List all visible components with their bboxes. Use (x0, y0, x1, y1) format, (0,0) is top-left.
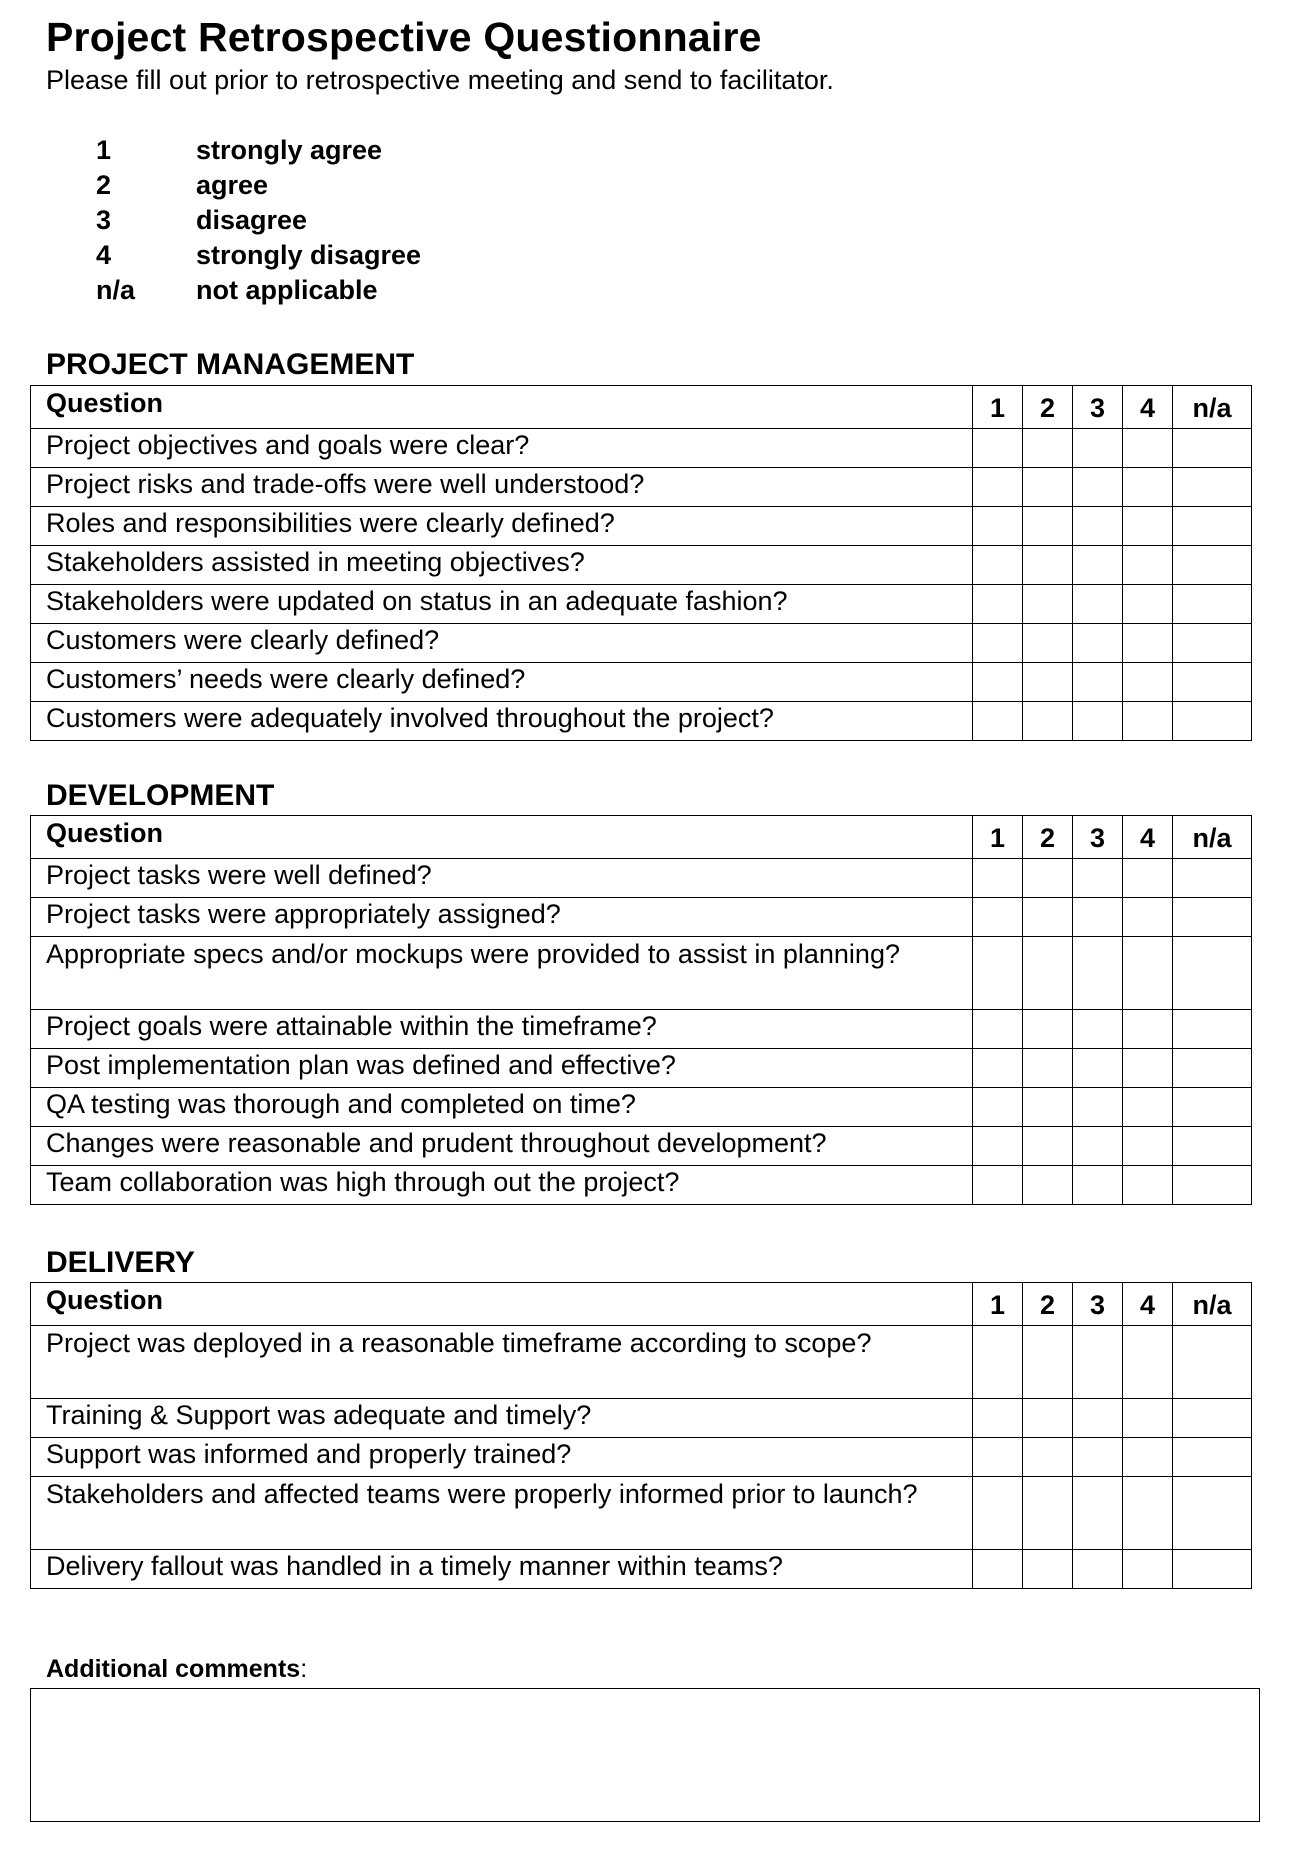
question-text: Stakeholders and affected teams were properly informed prior to launch? (31, 1477, 973, 1550)
question-text: Project tasks were well defined? (31, 859, 973, 898)
rating-cell-2[interactable] (1023, 1477, 1073, 1550)
rating-cell-na[interactable] (1173, 1550, 1252, 1589)
question-row (31, 546, 1252, 585)
legend-code: 1 (96, 135, 112, 165)
question-row (31, 702, 1252, 741)
rating-cell-4[interactable] (1123, 1088, 1173, 1127)
question-text: Customers were clearly defined? (31, 624, 973, 663)
rating-header-3: 3 (1073, 816, 1123, 859)
rating-cell-1[interactable] (973, 1477, 1023, 1550)
rating-cell-1[interactable] (973, 1399, 1023, 1438)
rating-cell-3[interactable] (1073, 937, 1123, 1010)
question-text: Appropriate specs and/or mockups were provided to assist in planning? (31, 937, 973, 1010)
question-row (31, 429, 1252, 468)
question-text: Project risks and trade-offs were well understood? (31, 468, 973, 507)
question-text: Stakeholders were updated on status in an adequate fashion? (31, 585, 973, 624)
rating-cell-1[interactable] (973, 468, 1023, 507)
rating-cell-3[interactable] (1073, 1477, 1123, 1550)
rating-cell-na[interactable] (1173, 1399, 1252, 1438)
legend-item (96, 273, 421, 308)
rating-cell-3[interactable] (1073, 1550, 1123, 1589)
rating-cell-3[interactable] (1073, 702, 1123, 741)
question-row (31, 507, 1252, 546)
rating-cell-4[interactable] (1123, 1166, 1173, 1205)
legend-label: disagree (196, 205, 308, 235)
rating-cell-1[interactable] (973, 1326, 1023, 1399)
question-row (31, 1438, 1252, 1477)
legend-item (96, 133, 421, 168)
rating-cell-3[interactable] (1073, 898, 1123, 937)
rating-cell-4[interactable] (1123, 1326, 1173, 1399)
rating-cell-2[interactable] (1023, 1550, 1073, 1589)
question-row (31, 1088, 1252, 1127)
question-text: QA testing was thorough and completed on time? (31, 1088, 973, 1127)
question-text: Support was informed and properly trained? (31, 1438, 973, 1477)
rating-cell-3[interactable] (1073, 1049, 1123, 1088)
rating-cell-1[interactable] (973, 1438, 1023, 1477)
rating-cell-na[interactable] (1173, 898, 1252, 937)
question-row (31, 937, 1252, 1010)
question-row (31, 1049, 1252, 1088)
rating-cell-3[interactable] (1073, 1166, 1123, 1205)
question-row (31, 1127, 1252, 1166)
rating-cell-1[interactable] (973, 898, 1023, 937)
additional-comments-box[interactable] (30, 1688, 1260, 1822)
rating-header-2: 2 (1023, 386, 1073, 429)
rating-cell-2[interactable] (1023, 702, 1073, 741)
rating-cell-na[interactable] (1173, 663, 1252, 702)
rating-cell-1[interactable] (973, 429, 1023, 468)
rating-cell-2[interactable] (1023, 1049, 1073, 1088)
additional-comments-label (46, 1654, 307, 1684)
comments-label-colon: : (300, 1655, 308, 1683)
comments-label-text: Additional comments (46, 1655, 301, 1683)
table-header-row (31, 816, 1252, 859)
rating-header-4: 4 (1123, 1283, 1173, 1326)
question-column-header: Question (31, 1283, 973, 1326)
rating-cell-3[interactable] (1073, 546, 1123, 585)
rating-cell-1[interactable] (973, 702, 1023, 741)
question-row (31, 1399, 1252, 1438)
legend-code: n/a (96, 275, 136, 305)
legend-code: 3 (96, 205, 112, 235)
rating-header-1: 1 (973, 816, 1023, 859)
rating-cell-3[interactable] (1073, 1438, 1123, 1477)
rating-header-na: n/a (1173, 1283, 1252, 1326)
question-text: Delivery fallout was handled in a timely manner within teams? (31, 1550, 973, 1589)
question-text: Training & Support was adequate and timely? (31, 1399, 973, 1438)
rating-cell-2[interactable] (1023, 663, 1073, 702)
rating-cell-2[interactable] (1023, 898, 1073, 937)
legend-label: not applicable (196, 275, 378, 305)
rating-header-3: 3 (1073, 1283, 1123, 1326)
rating-cell-4[interactable] (1123, 1438, 1173, 1477)
rating-cell-2[interactable] (1023, 937, 1073, 1010)
rating-cell-na[interactable] (1173, 507, 1252, 546)
question-text: Project tasks were appropriately assigned? (31, 898, 973, 937)
rating-cell-3[interactable] (1073, 1088, 1123, 1127)
rating-cell-1[interactable] (973, 585, 1023, 624)
rating-cell-2[interactable] (1023, 1010, 1073, 1049)
rating-cell-4[interactable] (1123, 585, 1173, 624)
legend-item (96, 203, 421, 238)
rating-cell-4[interactable] (1123, 429, 1173, 468)
rating-cell-1[interactable] (973, 546, 1023, 585)
question-text: Project was deployed in a reasonable timeframe according to scope? (31, 1326, 973, 1399)
rating-cell-1[interactable] (973, 1049, 1023, 1088)
question-row (31, 898, 1252, 937)
rating-cell-1[interactable] (973, 859, 1023, 898)
legend-label: strongly agree (196, 135, 383, 165)
table-header-row (31, 386, 1252, 429)
rating-cell-4[interactable] (1123, 1010, 1173, 1049)
rating-cell-1[interactable] (973, 1010, 1023, 1049)
question-text: Customers’ needs were clearly defined? (31, 663, 973, 702)
question-row (31, 663, 1252, 702)
question-column-header: Question (31, 386, 973, 429)
question-row (31, 624, 1252, 663)
question-column-header: Question (31, 816, 973, 859)
rating-cell-na[interactable] (1173, 859, 1252, 898)
rating-cell-4[interactable] (1123, 1477, 1173, 1550)
rating-cell-na[interactable] (1173, 937, 1252, 1010)
delivery-table (30, 1282, 1252, 1589)
rating-cell-4[interactable] (1123, 663, 1173, 702)
rating-cell-4[interactable] (1123, 1550, 1173, 1589)
rating-cell-3[interactable] (1073, 859, 1123, 898)
question-row (31, 1326, 1252, 1399)
rating-cell-2[interactable] (1023, 507, 1073, 546)
rating-cell-na[interactable] (1173, 624, 1252, 663)
rating-cell-1[interactable] (973, 1166, 1023, 1205)
legend-code: 2 (96, 170, 112, 200)
rating-cell-4[interactable] (1123, 1049, 1173, 1088)
page-subtitle: Please fill out prior to retrospective meeting and send to facilitator. (46, 65, 834, 95)
rating-cell-4[interactable] (1123, 546, 1173, 585)
rating-cell-4[interactable] (1123, 624, 1173, 663)
question-row (31, 1550, 1252, 1589)
rating-cell-4[interactable] (1123, 507, 1173, 546)
page-title: Project Retrospective Questionnaire (46, 14, 762, 60)
question-row (31, 1166, 1252, 1205)
rating-header-3: 3 (1073, 386, 1123, 429)
rating-cell-na[interactable] (1173, 429, 1252, 468)
rating-cell-1[interactable] (973, 624, 1023, 663)
rating-cell-2[interactable] (1023, 624, 1073, 663)
rating-cell-3[interactable] (1073, 663, 1123, 702)
rating-cell-na[interactable] (1173, 585, 1252, 624)
rating-cell-2[interactable] (1023, 1166, 1073, 1205)
rating-cell-3[interactable] (1073, 1010, 1123, 1049)
rating-cell-4[interactable] (1123, 468, 1173, 507)
question-text: Roles and responsibilities were clearly defined? (31, 507, 973, 546)
question-text: Project objectives and goals were clear? (31, 429, 973, 468)
rating-cell-na[interactable] (1173, 1326, 1252, 1399)
rating-cell-3[interactable] (1073, 585, 1123, 624)
rating-cell-3[interactable] (1073, 1399, 1123, 1438)
rating-cell-1[interactable] (973, 1127, 1023, 1166)
question-text: Changes were reasonable and prudent throughout development? (31, 1127, 973, 1166)
rating-cell-3[interactable] (1073, 1326, 1123, 1399)
rating-cell-2[interactable] (1023, 1399, 1073, 1438)
rating-cell-3[interactable] (1073, 507, 1123, 546)
rating-cell-2[interactable] (1023, 585, 1073, 624)
rating-header-na: n/a (1173, 816, 1252, 859)
rating-cell-3[interactable] (1073, 1127, 1123, 1166)
rating-cell-na[interactable] (1173, 546, 1252, 585)
rating-cell-na[interactable] (1173, 702, 1252, 741)
rating-cell-3[interactable] (1073, 468, 1123, 507)
rating-cell-4[interactable] (1123, 898, 1173, 937)
rating-legend (96, 133, 421, 308)
question-row (31, 859, 1252, 898)
rating-cell-na[interactable] (1173, 1088, 1252, 1127)
legend-label: strongly disagree (196, 240, 422, 270)
legend-item (96, 238, 421, 273)
rating-cell-na[interactable] (1173, 1438, 1252, 1477)
rating-cell-na[interactable] (1173, 1127, 1252, 1166)
question-row (31, 1477, 1252, 1550)
question-text: Customers were adequately involved throughout the project? (31, 702, 973, 741)
rating-cell-3[interactable] (1073, 429, 1123, 468)
rating-cell-2[interactable] (1023, 1127, 1073, 1166)
question-text: Team collaboration was high through out the project? (31, 1166, 973, 1205)
question-text: Project goals were attainable within the timeframe? (31, 1010, 973, 1049)
question-row (31, 585, 1252, 624)
section-heading-development: DEVELOPMENT (46, 779, 275, 812)
rating-cell-na[interactable] (1173, 1477, 1252, 1550)
rating-cell-2[interactable] (1023, 429, 1073, 468)
rating-cell-1[interactable] (973, 937, 1023, 1010)
rating-header-2: 2 (1023, 816, 1073, 859)
question-row (31, 468, 1252, 507)
rating-cell-na[interactable] (1173, 1049, 1252, 1088)
rating-cell-1[interactable] (973, 507, 1023, 546)
rating-cell-4[interactable] (1123, 1399, 1173, 1438)
question-row (31, 1010, 1252, 1049)
rating-header-4: 4 (1123, 386, 1173, 429)
section-heading-delivery: DELIVERY (46, 1246, 195, 1279)
rating-cell-2[interactable] (1023, 546, 1073, 585)
rating-cell-2[interactable] (1023, 1438, 1073, 1477)
rating-cell-2[interactable] (1023, 1088, 1073, 1127)
rating-cell-na[interactable] (1173, 1010, 1252, 1049)
question-text: Stakeholders assisted in meeting objectives? (31, 546, 973, 585)
rating-cell-4[interactable] (1123, 702, 1173, 741)
rating-cell-na[interactable] (1173, 1166, 1252, 1205)
rating-cell-3[interactable] (1073, 624, 1123, 663)
rating-cell-na[interactable] (1173, 468, 1252, 507)
legend-label: agree (196, 170, 269, 200)
table-header-row (31, 1283, 1252, 1326)
question-text: Post implementation plan was defined and effective? (31, 1049, 973, 1088)
rating-header-1: 1 (973, 1283, 1023, 1326)
rating-cell-2[interactable] (1023, 1326, 1073, 1399)
rating-cell-1[interactable] (973, 1550, 1023, 1589)
legend-code: 4 (96, 240, 112, 270)
rating-header-2: 2 (1023, 1283, 1073, 1326)
rating-header-na: n/a (1173, 386, 1252, 429)
rating-cell-2[interactable] (1023, 859, 1073, 898)
project-management-table (30, 385, 1252, 741)
rating-header-1: 1 (973, 386, 1023, 429)
legend-item (96, 168, 421, 203)
development-table (30, 815, 1252, 1205)
rating-cell-4[interactable] (1123, 937, 1173, 1010)
rating-header-4: 4 (1123, 816, 1173, 859)
rating-cell-1[interactable] (973, 1088, 1023, 1127)
section-heading-project-management: PROJECT MANAGEMENT (46, 348, 415, 381)
rating-cell-4[interactable] (1123, 1127, 1173, 1166)
rating-cell-1[interactable] (973, 663, 1023, 702)
rating-cell-4[interactable] (1123, 859, 1173, 898)
rating-cell-2[interactable] (1023, 468, 1073, 507)
